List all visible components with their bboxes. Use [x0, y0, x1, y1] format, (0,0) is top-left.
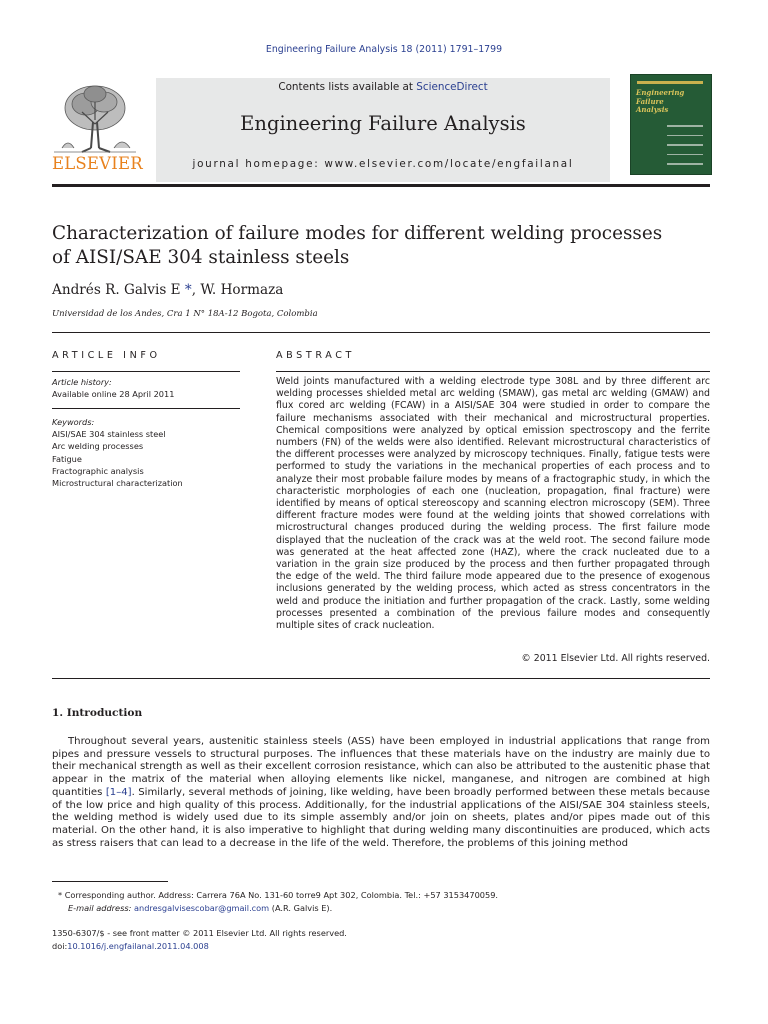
article-history — [52, 376, 242, 400]
keyword-item: Microstructural characterization — [52, 478, 183, 489]
history-label: Article history: — [52, 377, 112, 387]
journal-title: Engineering Failure Analysis — [240, 112, 526, 135]
author-1: Andrés R. Galvis E — [52, 282, 181, 298]
title-line-2: of AISI/SAE 304 stainless steels — [52, 246, 350, 268]
doi-line — [52, 940, 702, 953]
abstract-text: Weld joints manufactured with a welding electrode type 308L and by three different arc welding processes shielded metal arc welding (SMAW), gas metal arc welding (GMAW) and flux cored arc welding (FCAW) in a AISI/SAE 304 were studied in order to compare the failure mechanisms associated with their mechanical and microstructural properties. Chemical compositions were analyzed by optical emission spectroscopy and the ferrite numbers (FN) of the welds were also identified. Relevant microstructural characteristics of the different processes were analyzed by microscopy techniques. Finally, fatigue tests were performed to study the variations in the mechanical properties of each process and to analyze their most probable failure modes by means of a fractographic study, in which the characteristic morphologies of each one (nucleation, propagation, final fracture) were identified by means of optical stereoscopy and scanning electron microscopy (SEM). Three different fracture modes were found at the welding joints that showed correlations with microstructural changes produced during the welding process. The first failure mode displayed that the nucleation of the crack was at the weld root. The second failure mode was generated at the heat affected zone (HAZ), where the crack nucleated due to a variation in the grain size produced by the process and then further propagated through the edge of the weld. The third failure mode appeared due to the presence of exogenous inclusions generated by the welding process, which acted as stress concentrators in the weld and produce the initiation and further propagation of the crack. Lastly, some welding processes presented a combination of the previous failure modes and consequently multiple sites of crack nucleation. — [276, 376, 710, 632]
corresponding-text: Corresponding author. Address: Carrera 76A No. 131-60 torre9 Apt 302, Colombia. Tel.: +57 3153470059. — [62, 890, 499, 900]
title-line-1: Characterization of failure modes for different welding processes — [52, 223, 663, 244]
affiliation: Universidad de los Andes, Cra 1 N° 18A-12 Bogota, Colombia — [52, 309, 318, 319]
elsevier-wordmark: ELSEVIER — [52, 154, 143, 173]
keyword-item: Fractographic analysis — [52, 465, 144, 476]
history-value: Available online 28 April 2011 — [52, 389, 175, 400]
keyword-item: AISI/SAE 304 stainless steel — [52, 429, 166, 440]
contents-line — [156, 81, 610, 93]
cover-stripe — [637, 81, 703, 84]
cover-title-line: Engineering — [636, 88, 685, 97]
article-info-rule — [52, 371, 240, 372]
journal-homepage[interactable]: journal homepage: www.elsevier.com/locate/engfailanal — [192, 158, 574, 170]
contents-prefix: Contents lists available at — [278, 81, 417, 93]
doi-link[interactable]: 10.1016/j.engfailanal.2011.04.008 — [67, 940, 209, 951]
keyword-item: Fatigue — [52, 453, 82, 464]
sciencedirect-link[interactable]: ScienceDirect — [416, 81, 488, 93]
corresponding-author-mark[interactable]: * — [184, 282, 192, 298]
footnote-mark: * — [58, 890, 63, 900]
cover-contents-lines — [631, 125, 711, 173]
reference-link[interactable]: [1–4] — [105, 786, 132, 798]
email-label: E-mail address: — [68, 902, 134, 913]
doi-label: doi: — [52, 940, 68, 951]
affiliation-rule — [52, 332, 710, 333]
footnote-rule — [52, 881, 168, 882]
journal-cover-thumbnail — [630, 74, 712, 175]
intro-text-b: . Similarly, several methods of joining, like welding, have been broadly performed between these metals because of the low price and high quality of this process. Additionally, for the industrial applications of the AISI/SAE 304 stainless steels, the welding method is widely used due to its simple assembly and/or join on sheets, plates and/or pipes made out of this material. On the other hand, it is also imperative to highlight that during welding many discontinuities are produced, which acts as stress raisers that can lead to a decrease in the life of the weld. Therefore, the problems of this joining method — [52, 786, 710, 849]
abstract-copyright: © 2011 Elsevier Ltd. All rights reserved. — [521, 653, 710, 664]
email-link[interactable]: andresgalvisescobar@gmail.com — [133, 902, 270, 913]
article-info-heading: ARTICLE INFO — [52, 350, 161, 361]
cover-title-line: Analysis — [636, 105, 669, 114]
abstract-top-rule — [276, 371, 710, 372]
footnote — [58, 889, 708, 914]
keyword-item: Arc welding processes — [52, 441, 144, 452]
email-footnote — [58, 902, 708, 915]
cover-title — [636, 89, 710, 115]
author-list — [52, 282, 283, 298]
article-title — [52, 222, 712, 269]
introduction-paragraph — [52, 736, 710, 850]
journal-citation[interactable]: Engineering Failure Analysis 18 (2011) 1791–1799 — [265, 44, 503, 55]
corresponding-footnote — [58, 889, 708, 902]
header-rule — [52, 184, 710, 187]
abstract-heading: ABSTRACT — [276, 350, 355, 361]
keywords-label: Keywords: — [52, 417, 95, 427]
keywords-block — [52, 416, 242, 489]
intro-text-a: Throughout several years, austenitic stainless steels (ASS) have been employed in industrial applications that range from pipes and pressure vessels to structural purposes. The influences that these materials have on the industry are mainly due to their mechanical strength as well as their excellent corrosion resistance, which can also be attributed to the austenitic phase that appear in the matrix of the material when alloying elements like nickel, manganese, and nitrogen are combined at high quantities — [52, 736, 710, 798]
publication-info — [52, 927, 702, 952]
abstract-bottom-rule — [52, 678, 710, 679]
cover-title-line: Failure — [636, 96, 664, 106]
author-2: , W. Hormaza — [191, 282, 284, 298]
history-rule — [52, 408, 240, 409]
section-heading-introduction: 1. Introduction — [52, 707, 143, 719]
email-suffix: (A.R. Galvis E). — [269, 902, 333, 913]
issn-line: 1350-6307/$ - see front matter © 2011 Elsevier Ltd. All rights reserved. — [52, 928, 347, 938]
